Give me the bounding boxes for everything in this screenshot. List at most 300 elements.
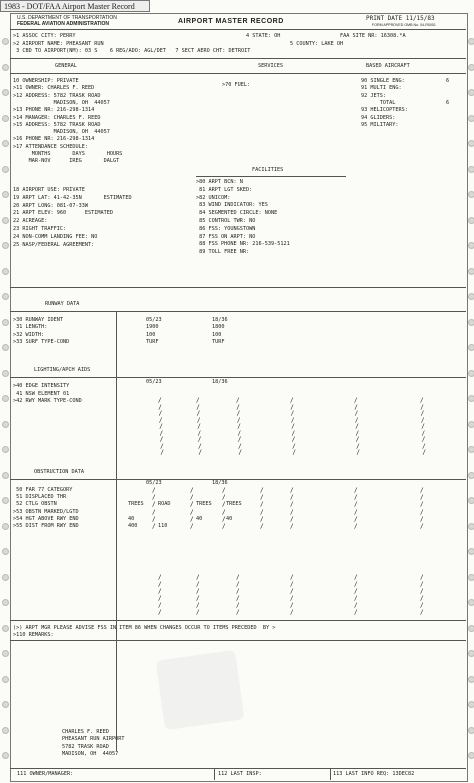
feed-hole [2, 599, 9, 606]
obstruction-value: ROAD [158, 501, 171, 508]
feed-hole [2, 115, 9, 122]
slash-mark: / [237, 436, 242, 443]
form-title: AIRPORT MASTER RECORD [178, 18, 284, 25]
slash-mark: / [354, 523, 358, 530]
slash-mark: / [196, 397, 200, 404]
based-aircraft-value: 6 [446, 78, 450, 84]
slash-mark: / [354, 595, 358, 602]
footer-owner-manager: 111 OWNER/MANAGER: [17, 771, 74, 777]
obstruction-row-label: >55 DIST FROM RWY END [13, 523, 79, 529]
slash-mark: / [196, 588, 200, 595]
mailing-line: CHARLES F. REED [62, 729, 109, 735]
slash-mark: / [290, 602, 294, 609]
general-line: >14 MANAGER: CHARLES F. REED [13, 114, 101, 121]
slash-mark: / [237, 423, 241, 430]
airport-name: >2 AIRPORT NAME: PHEASANT RUN [13, 41, 104, 47]
feed-hole [2, 625, 9, 632]
facilities-line: 83 WIND INDICATOR: YES [196, 202, 268, 209]
feed-hole [468, 574, 474, 581]
slash-mark: / [290, 574, 294, 581]
runway-rule [10, 311, 466, 312]
slash-mark: / [158, 410, 163, 417]
slash-mark: / [356, 449, 361, 456]
slash-mark: / [260, 523, 264, 530]
lighting-row-label: 41 NSW ELEMENT 01 [13, 390, 70, 397]
obstruction-row-label: 50 FAR 77 CATEGORY [13, 487, 73, 493]
based-aircraft-label: TOTAL [361, 99, 396, 106]
footer-last-info-request: 113 LAST INFO REQ: 13DEC82 [333, 771, 415, 777]
obstruction-value: TREES [226, 501, 242, 508]
slash-mark: / [354, 416, 359, 424]
slash-mark: / [236, 410, 241, 417]
facilities-line: 84 SEGMENTED CIRCLE: NONE [196, 210, 278, 217]
agency-line-2: FEDERAL AVIATION ADMINISTRATION [17, 21, 110, 27]
footer-divider-1 [214, 768, 215, 780]
based-aircraft-label: 93 HELICOPTERS: [361, 107, 408, 114]
lighting-row-label: >42 RWY MARK TYPE-COND [13, 398, 82, 404]
feed-hole [2, 166, 9, 173]
slash-mark: / [420, 410, 425, 417]
mailing-line: PHEASANT RUN AIRPORT [62, 736, 125, 743]
section-based-aircraft: BASED AIRCRAFT [366, 63, 410, 69]
feed-hole [468, 319, 474, 326]
runway-row-label: 31 LENGTH: [13, 324, 48, 331]
runway-value-2: 100 [212, 331, 222, 338]
assoc-city: >1 ASSOC CITY: PERRY [13, 33, 76, 39]
mailing-line: MADISON, OH 44057 [62, 750, 119, 757]
feed-hole [2, 752, 9, 759]
facilities-line: 88 FSS PHONE NR: 216-539-5121 [196, 241, 290, 248]
slash-mark: / [354, 515, 358, 523]
feed-hole [2, 574, 9, 581]
feed-hole [468, 676, 474, 683]
general-line: >16 PHONE NR: 216-298-1314 [13, 136, 95, 143]
slash-mark: / [355, 423, 359, 430]
slash-mark: / [222, 501, 226, 509]
runway-header: RUNWAY DATA [45, 301, 80, 307]
slash-mark: / [420, 403, 424, 411]
facilities-line: >82 UNICOM: [196, 194, 231, 201]
slash-mark: / [190, 508, 194, 516]
feed-hole [468, 752, 474, 759]
slash-mark: / [420, 487, 424, 494]
lighting-ident-2: 18/36 [212, 379, 228, 385]
slash-mark: / [260, 501, 264, 509]
slash-mark: / [290, 581, 294, 588]
slash-mark: / [291, 423, 295, 430]
slash-mark: / [196, 403, 200, 411]
feed-hole [2, 446, 9, 453]
general-line: >11 OWNER: CHARLES F. REED [13, 85, 95, 92]
general-line: 23 RIGHT TRAFFIC: [13, 226, 67, 232]
general-line: 10 OWNERSHIP: PRIVATE [13, 78, 79, 84]
general-line: 24 NON-COMM LANDING FEE: NO [13, 233, 98, 240]
slash-mark: / [198, 449, 203, 456]
remarks-label: >110 REMARKS: [13, 632, 54, 638]
slash-mark: / [196, 574, 200, 581]
slash-mark: / [158, 595, 162, 602]
slash-mark: / [152, 515, 156, 523]
omb-number: FORM APPROVED OMB No. 04-R0001 [372, 23, 436, 27]
feed-hole [468, 242, 474, 249]
top-rule [10, 58, 466, 59]
feed-hole [468, 370, 474, 377]
slash-mark: / [354, 501, 358, 509]
slash-mark: / [198, 442, 202, 450]
slash-mark: / [355, 429, 360, 437]
feed-hole [468, 599, 474, 606]
slash-mark: / [158, 609, 162, 616]
slash-mark: / [190, 501, 194, 509]
footer-rule [10, 768, 466, 769]
slash-mark: / [354, 609, 358, 616]
notice-rule-top [10, 620, 466, 621]
slash-mark: / [354, 487, 358, 494]
runway-value-2: 1800 [212, 324, 225, 331]
slash-mark: / [290, 494, 294, 502]
feed-hole [2, 64, 9, 71]
obstruction-value: 40 [196, 515, 203, 522]
section-general: GENERAL [55, 63, 77, 69]
slash-mark: / [236, 595, 240, 602]
footer-divider-2 [330, 768, 331, 780]
slash-mark: / [354, 494, 358, 502]
based-aircraft-label: 94 GLIDERS: [361, 114, 396, 121]
feed-hole [468, 140, 474, 147]
slash-mark: / [197, 429, 202, 437]
feed-hole [2, 140, 9, 147]
feed-hole [468, 344, 474, 351]
slash-mark: / [420, 609, 424, 616]
based-aircraft-label: 90 SINGLE ENG: [361, 78, 405, 84]
general-end-rule [10, 287, 466, 288]
slash-mark: / [196, 595, 200, 602]
slash-mark: / [152, 501, 156, 509]
lighting-row-label: >40 EDGE INTENSITY [13, 383, 70, 389]
slash-mark: / [420, 416, 425, 424]
general-line: 21 ARPT ELEV: 960 ESTIMATED [13, 210, 113, 217]
based-aircraft-label: 95 MILITARY: [361, 121, 399, 128]
feed-hole [2, 370, 9, 377]
facilities-line: 86 FSS: YOUNGSTOWN [196, 225, 256, 232]
runway-value-1: TURF [146, 339, 159, 346]
feed-hole [2, 293, 9, 300]
feed-hole [2, 268, 9, 275]
general-line: MAR-NOV IREG DALGT [13, 158, 120, 165]
runway-value-1: 1900 [146, 324, 159, 331]
slash-mark: / [290, 416, 295, 424]
slash-mark: / [420, 523, 424, 530]
obstruction-value: TREES [128, 501, 144, 508]
slash-mark: / [290, 397, 294, 404]
slash-mark: / [290, 588, 294, 595]
slash-mark: / [354, 588, 358, 595]
feed-hole [2, 727, 9, 734]
slash-mark: / [236, 416, 241, 424]
feed-hole [2, 650, 9, 657]
feed-hole [468, 166, 474, 173]
obstruction-value: TREES [196, 501, 212, 508]
feed-hole [468, 89, 474, 96]
slash-mark: / [158, 581, 162, 588]
feed-hole [2, 319, 9, 326]
slash-mark: / [354, 574, 358, 581]
slash-mark: / [152, 523, 156, 530]
slash-mark: / [237, 429, 242, 437]
general-line: 25 NASP/FEDERAL AGREEMENT: [13, 241, 95, 248]
general-line: >15 ADDRESS: 5782 TRASK ROAD [13, 121, 101, 128]
obstruction-ident-2: 18/36 [212, 480, 228, 486]
slash-mark: / [196, 602, 200, 609]
slash-mark: / [222, 515, 226, 523]
slash-mark: / [190, 494, 194, 502]
slash-mark: / [190, 487, 194, 494]
print-date: PRINT DATE 11/15/83 [366, 15, 435, 22]
feed-hole [2, 472, 9, 479]
general-line: 22 ACREAGE: [13, 218, 48, 225]
slash-mark: / [354, 397, 358, 404]
slash-mark: / [158, 602, 162, 609]
slash-mark: / [422, 442, 426, 450]
state: 4 STATE: OH [246, 33, 281, 39]
slash-mark: / [236, 574, 240, 581]
general-line: 20 ARPT LONG: 081-07-33W [13, 202, 88, 209]
facilities-line: 81 ARPT LGT SKED: [196, 186, 253, 193]
obstruction-value: 110 [158, 523, 168, 529]
slash-mark: / [290, 508, 294, 516]
based-aircraft-label: 91 MULTI ENG: [361, 85, 402, 92]
slash-mark: / [196, 581, 200, 588]
slash-mark: / [420, 595, 424, 602]
obstruction-value: 400 [128, 523, 138, 529]
slash-mark: / [236, 609, 240, 616]
slash-mark: / [291, 436, 296, 443]
slash-mark: / [236, 602, 240, 609]
general-line: >17 ATTENDANCE SCHEDULE: [13, 143, 88, 150]
feed-hole [2, 89, 9, 96]
slash-mark: / [160, 442, 164, 450]
slash-mark: / [290, 410, 295, 417]
slash-mark: / [159, 423, 163, 430]
slash-mark: / [420, 494, 424, 502]
runway-value-2: TURF [212, 339, 225, 346]
slash-mark: / [158, 416, 163, 424]
obstruction-value: 40 [226, 515, 233, 522]
slash-mark: / [222, 508, 226, 516]
slash-mark: / [158, 403, 162, 411]
feed-hole [2, 38, 9, 45]
obstruction-row-label: >54 HGT ABOVE RWY END [13, 515, 79, 522]
lighting-rule [10, 377, 466, 378]
slash-mark: / [236, 588, 240, 595]
slash-mark: / [238, 449, 243, 456]
slash-mark: / [238, 442, 242, 450]
slash-mark: / [355, 436, 360, 443]
slash-mark: / [290, 523, 294, 530]
slash-mark: / [236, 397, 240, 404]
slash-mark: / [152, 494, 156, 502]
slash-mark: / [420, 574, 424, 581]
facilities-line: >80 ARPT BCN: N [196, 179, 243, 185]
runway-value-1: 05/23 [146, 317, 162, 323]
slash-mark: / [260, 515, 264, 523]
general-line: 19 ARPT LAT: 41-42-35N ESTIMATED [13, 194, 132, 201]
obstruction-value: 40 [128, 515, 135, 522]
feed-hole [468, 625, 474, 632]
slash-mark: / [420, 515, 424, 523]
runway-row-label: >32 WIDTH: [13, 331, 45, 338]
document-tab-title: 1983 - DOT/FAA Airport Master Record [0, 0, 150, 12]
cbd-line: 3 CBD TO AIRPORT(NM): 03 S 6 REG/ADO: AGL/DET 7 SECT AERO CHT: DETROIT [13, 48, 251, 54]
slash-mark: / [291, 429, 296, 437]
runway-value-1: 100 [146, 331, 156, 338]
slash-mark: / [190, 523, 194, 530]
feed-hole [2, 344, 9, 351]
slash-mark: / [422, 449, 427, 456]
agency-line-1: U.S. DEPARTMENT OF TRANSPORTATION [17, 15, 117, 21]
slash-mark: / [197, 423, 201, 430]
feed-hole [2, 676, 9, 683]
slash-mark: / [421, 423, 425, 430]
feed-hole [468, 727, 474, 734]
slash-mark: / [159, 429, 164, 437]
slash-mark: / [159, 436, 164, 443]
slash-mark: / [222, 523, 226, 530]
slash-mark: / [222, 494, 226, 502]
feed-hole [2, 217, 9, 224]
feed-hole [468, 650, 474, 657]
slash-mark: / [222, 487, 226, 494]
feed-hole [2, 191, 9, 198]
slash-mark: / [290, 501, 294, 509]
feed-hole [468, 446, 474, 453]
slash-mark: / [190, 515, 194, 523]
county: 5 COUNTY: LAKE OH [290, 41, 344, 47]
slash-mark: / [160, 449, 165, 456]
obstruction-ident-1: 05/23 [146, 480, 162, 486]
mailing-line: 5782 TRASK ROAD [62, 743, 109, 750]
feed-hole [2, 548, 9, 555]
slash-mark: / [196, 609, 200, 616]
feed-hole [2, 497, 9, 504]
feed-hole [468, 64, 474, 71]
based-aircraft-value: 6 [446, 99, 450, 106]
slash-mark: / [354, 581, 358, 588]
obstruction-header: OBSTRUCTION DATA [34, 469, 84, 475]
notice-rule-bottom [10, 640, 466, 641]
header-rule [10, 29, 466, 30]
slash-mark: / [260, 487, 264, 494]
general-line: MONTHS DAYS HOURS [13, 151, 123, 157]
feed-hole [468, 38, 474, 45]
section-rule [10, 73, 466, 74]
slash-mark: / [196, 410, 201, 417]
slash-mark: / [152, 487, 156, 494]
obstruction-row-label: >53 OBSTN MARKED/LGTD [13, 508, 79, 515]
feed-hole [468, 701, 474, 708]
lighting-ident-1: 05/23 [146, 379, 162, 385]
slash-mark: / [197, 436, 202, 443]
feed-hole [2, 523, 9, 530]
footer-last-inspection: 112 LAST INSP: [218, 771, 262, 777]
feed-hole [468, 268, 474, 275]
slash-mark: / [260, 494, 264, 502]
facilities-rule [196, 176, 346, 177]
slash-mark: / [292, 442, 296, 450]
facilities-line: 89 TOLL FREE NR: [196, 249, 250, 256]
faa-site-number: FAA SITE NR: 16308.*A [340, 33, 406, 39]
section-facilities: FACILITIES [252, 167, 284, 173]
slash-mark: / [354, 410, 359, 417]
slash-mark: / [290, 403, 294, 411]
runway-value-2: 18/36 [212, 317, 228, 323]
general-line: >13 PHONE NR: 216-298-1314 [13, 107, 95, 114]
slash-mark: / [158, 574, 162, 581]
general-line: MADISON, OH 44057 [13, 99, 110, 106]
feed-hole [468, 497, 474, 504]
feed-hole [468, 472, 474, 479]
facilities-line: 87 FSS ON ARPT: NO [196, 233, 256, 240]
feed-hole [468, 421, 474, 428]
faded-photo-mark [156, 650, 245, 730]
slash-mark: / [158, 588, 162, 595]
feed-hole [2, 701, 9, 708]
obstruction-row-label: 52 CTLG OBSTN [13, 501, 57, 508]
slash-mark: / [420, 588, 424, 595]
obstruction-row-label: 51 DISPLACED THR [13, 494, 67, 501]
feed-hole [2, 395, 9, 402]
feed-hole [2, 421, 9, 428]
runway-row-label: >30 RUNWAY IDENT [13, 317, 63, 323]
facilities-line: 85 CONTROL TWR: NO [196, 218, 256, 224]
slash-mark: / [292, 449, 297, 456]
slash-mark: / [421, 436, 426, 443]
section-services: SERVICES [258, 63, 283, 69]
feed-hole [2, 242, 9, 249]
slash-mark: / [420, 397, 424, 404]
general-line: 18 AIRPORT USE: PRIVATE [13, 187, 85, 193]
slash-mark: / [420, 501, 424, 509]
based-aircraft-label: 92 JETS: [361, 92, 386, 99]
obstruction-rule [10, 479, 466, 480]
general-line: MADISON, OH 44057 [13, 129, 110, 136]
feed-hole [468, 191, 474, 198]
slash-mark: / [354, 508, 358, 516]
notice-line: (>) ARPT MGR PLEASE ADVISE FSS IN ITEM 86 WHEN CHANGES OCCUR TO ITEMS PRECEDED BY > [13, 625, 276, 631]
slash-mark: / [420, 602, 424, 609]
feed-hole [468, 217, 474, 224]
slash-mark: / [356, 442, 360, 450]
services-fuel: >70 FUEL: [222, 82, 251, 88]
feed-hole [468, 395, 474, 402]
slash-mark: / [290, 487, 294, 494]
feed-hole [468, 115, 474, 122]
slash-mark: / [236, 581, 240, 588]
slash-mark: / [152, 508, 156, 516]
general-line: >12 ADDRESS: 5782 TRASK ROAD [13, 92, 101, 99]
slash-mark: / [420, 581, 424, 588]
lighting-header: LIGHTING/APCH AIDS [34, 367, 91, 373]
slash-mark: / [196, 416, 201, 424]
slash-mark: / [290, 595, 294, 602]
slash-mark: / [290, 515, 294, 523]
slash-mark: / [290, 609, 294, 616]
feed-hole [468, 523, 474, 530]
slash-mark: / [236, 403, 240, 411]
feed-hole [468, 293, 474, 300]
slash-mark: / [354, 403, 358, 411]
slash-mark: / [354, 602, 358, 609]
